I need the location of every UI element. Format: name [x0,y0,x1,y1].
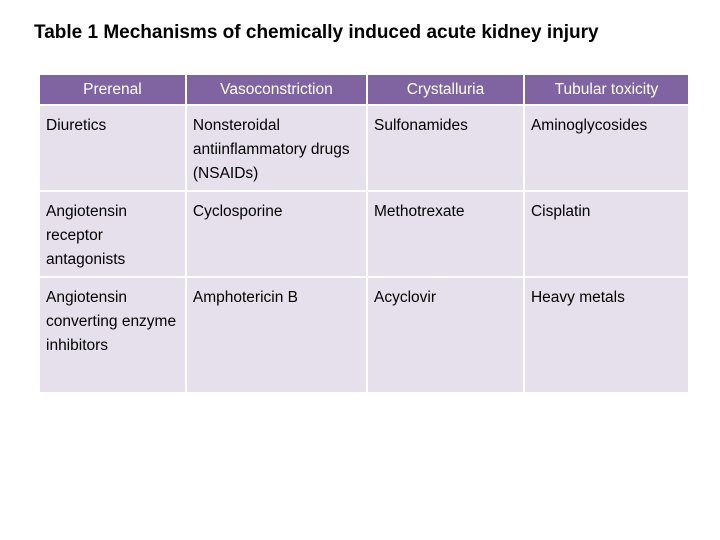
table-row [40,278,688,392]
table-row [40,192,688,276]
header-tubular-toxicity: Tubular toxicity [525,75,688,104]
mechanisms-table [38,73,690,394]
table-cell: Diuretics [40,106,185,190]
table-row [40,106,688,190]
table-title: Table 1 Mechanisms of chemically induced acute kidney injury [34,22,599,43]
table-cell: Nonsteroidal antiinflammatory drugs (NSAIDs) [187,106,366,190]
table-cell: Methotrexate [368,192,523,276]
table-header-row [40,75,688,104]
table-cell: Aminoglycosides [525,106,688,190]
table-cell: Acyclovir [368,278,523,392]
table-cell: Cisplatin [525,192,688,276]
header-crystalluria: Crystalluria [368,75,523,104]
table-cell: Angiotensin converting enzyme inhibitors [40,278,185,392]
table-cell: Sulfonamides [368,106,523,190]
table-cell: Cyclosporine [187,192,366,276]
header-vasoconstriction: Vasoconstriction [187,75,366,104]
table-cell: Angiotensin receptor antagonists [40,192,185,276]
header-prerenal: Prerenal [40,75,185,104]
table-cell: Amphotericin B [187,278,366,392]
table-cell: Heavy metals [525,278,688,392]
